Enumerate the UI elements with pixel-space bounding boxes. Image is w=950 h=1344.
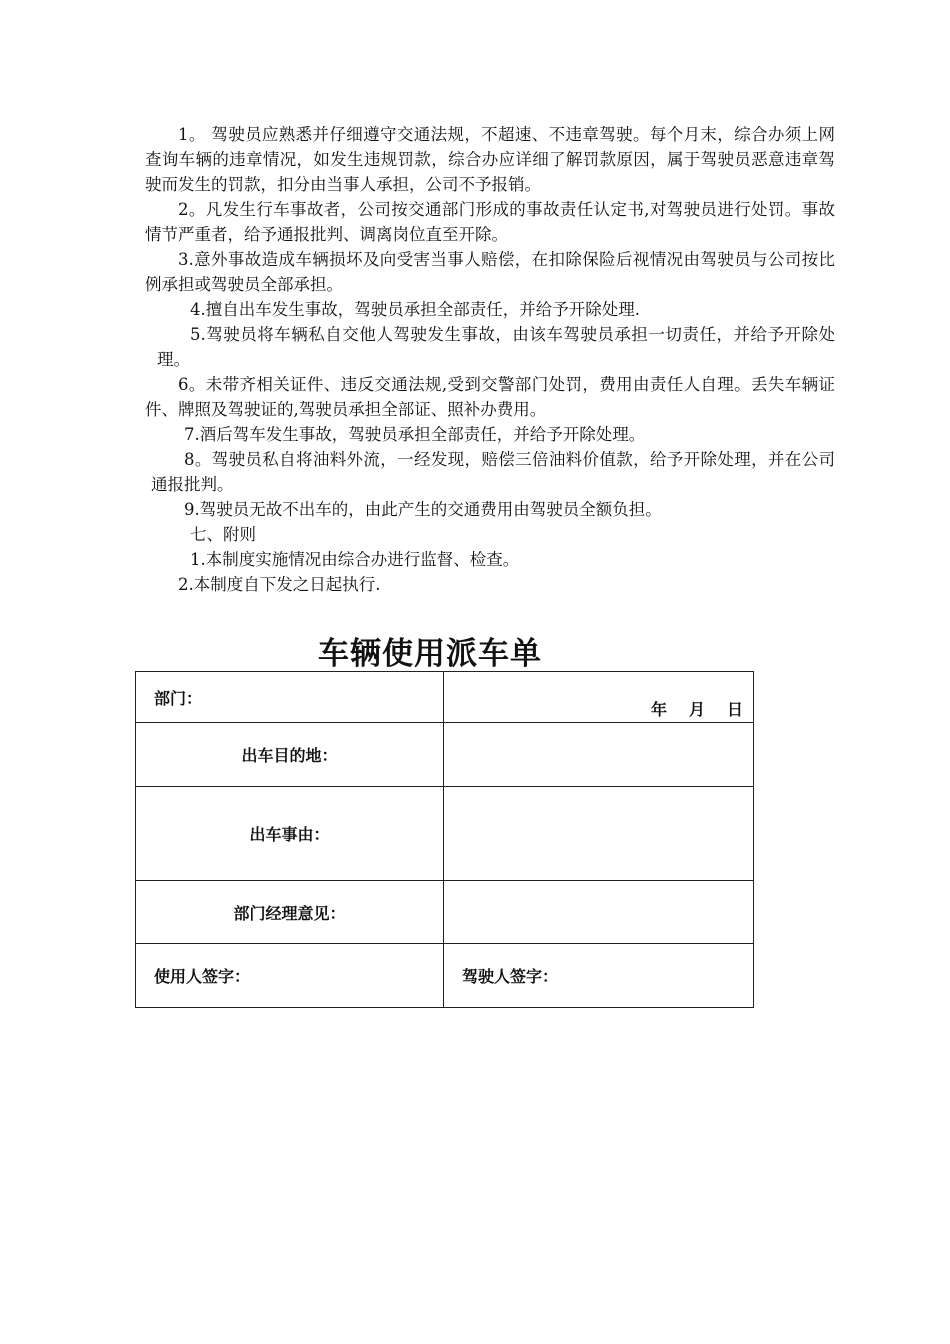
paragraph-1: 1。 驾驶员应熟悉并仔细遵守交通法规，不超速、不违章驾驶。每个月末，综合办须上网查询车辆的违章情况，如发生违规罚款，综合办应详细了解罚款原因，属于驾驶员恶意违章驾驶而发生的罚款，扣分由当事人承担，公司不予报销。	[145, 125, 835, 194]
date-month-label: 月	[688, 700, 705, 719]
manager-opinion-label: 部门经理意见：	[136, 881, 444, 944]
form-row-department	[136, 672, 754, 723]
reason-field[interactable]	[444, 787, 754, 881]
paragraph-2: 2。凡发生行车事故者，公司按交通部门形成的事故责任认定书,对驾驶员进行处罚。事故情节严重者，给予通报批判、调离岗位直至开除。	[145, 200, 835, 244]
form-row-signatures	[136, 944, 754, 1008]
date-day-label: 日	[726, 700, 743, 719]
paragraph-6: 6。未带齐相关证件、违反交通法规,受到交警部门处罚，费用由责任人自理。丢失车辆证件、牌照及驾驶证的,驾驶员承担全部证、照补办费用。	[145, 375, 835, 419]
department-label: 部门：	[136, 672, 444, 723]
destination-field[interactable]	[444, 723, 754, 787]
destination-label: 出车目的地：	[136, 723, 444, 787]
appendix-item-1: 1.本制度实施情况由综合办进行监督、检查。	[190, 550, 520, 569]
paragraph-3: 3.意外事故造成车辆损坏及向受害当事人赔偿，在扣除保险后视情况由驾驶员与公司按比例承担或驾驶员全部承担。	[145, 250, 835, 294]
date-year-label: 年	[650, 700, 667, 719]
user-signature-label[interactable]: 使用人签字：	[136, 944, 444, 1008]
appendix-item-2: 2.本制度自下发之日起执行.	[178, 575, 381, 594]
paragraph-4: 4.擅自出车发生事故，驾驶员承担全部责任，并给予开除处理.	[190, 300, 640, 319]
driver-signature-label[interactable]: 驾驶人签字：	[444, 944, 754, 1008]
manager-opinion-field[interactable]	[444, 881, 754, 944]
section-heading-appendix: 七、附则	[190, 525, 256, 544]
reason-label: 出车事由：	[136, 787, 444, 881]
paragraph-9: 9.驾驶员无故不出车的，由此产生的交通费用由驾驶员全额负担。	[184, 500, 662, 519]
dispatch-form-table	[135, 671, 754, 1008]
form-title: 车辆使用派车单	[318, 636, 542, 672]
paragraph-7: 7.酒后驾车发生事故，驾驶员承担全部责任，并给予开除处理。	[184, 425, 646, 444]
paragraph-5: 5.驾驶员将车辆私自交他人驾驶发生事故，由该车驾驶员承担一切责任，并给予开除处理。	[157, 325, 835, 369]
form-row-reason	[136, 787, 754, 881]
form-row-manager-opinion	[136, 881, 754, 944]
date-field[interactable]	[444, 672, 754, 723]
paragraph-8: 8。驾驶员私自将油料外流，一经发现，赔偿三倍油料价值款，给予开除处理，并在公司通报批判。	[151, 450, 835, 494]
form-row-destination	[136, 723, 754, 787]
regulation-text	[145, 122, 835, 597]
